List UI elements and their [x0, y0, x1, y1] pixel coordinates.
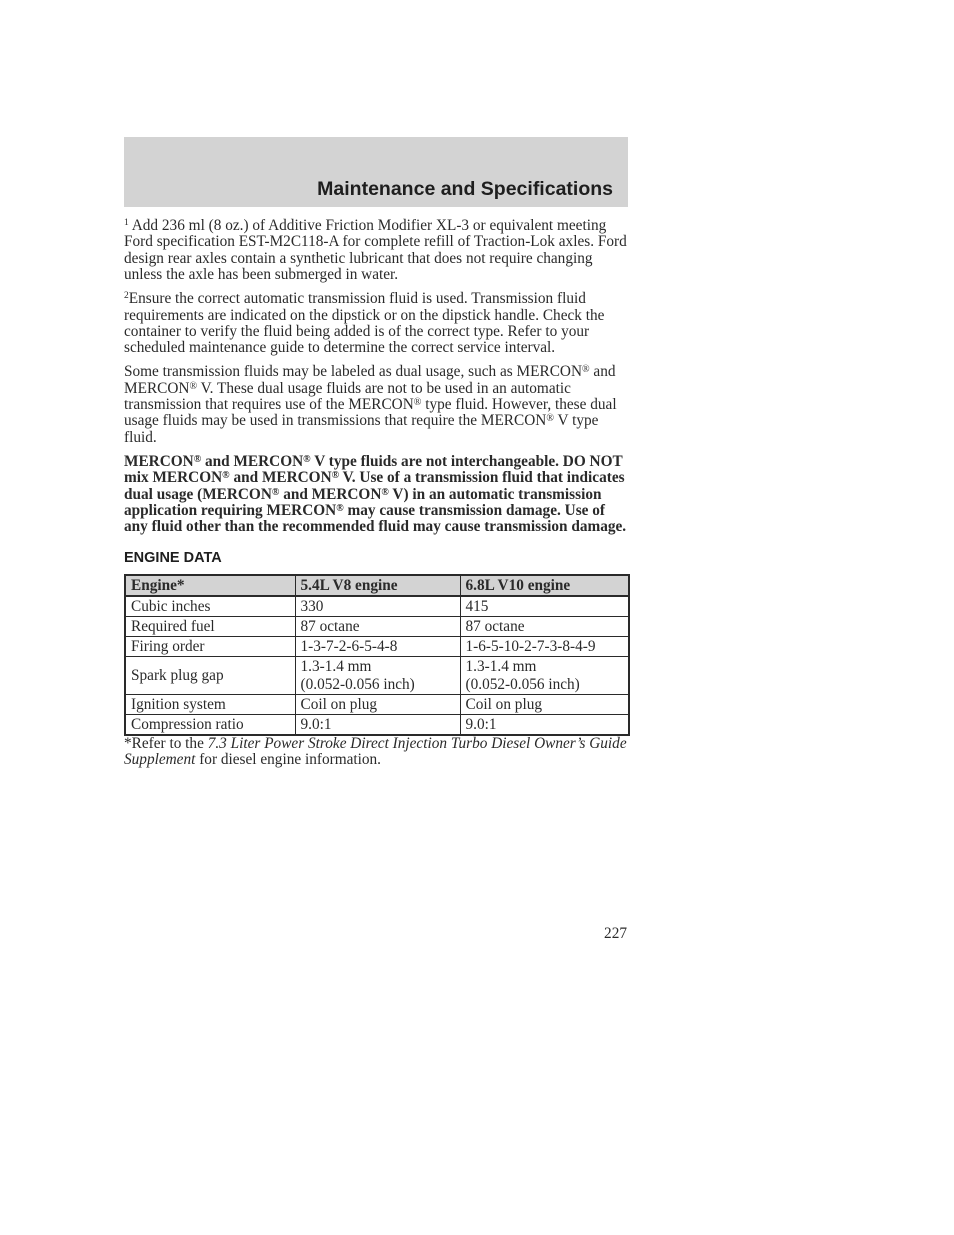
registered-mark: ® — [303, 453, 311, 465]
column-header-v10: 6.8L V10 engine — [460, 575, 629, 596]
footnote-marker-2: 2 — [124, 291, 129, 302]
registered-mark: ® — [189, 380, 198, 392]
table-row — [125, 596, 629, 617]
dual-usage-text: Some transmission fluids may be labeled as dual usage, such as MERCON — [124, 363, 582, 381]
v8-value: Coil on plug — [295, 694, 460, 714]
v10-value: Coil on plug — [460, 694, 629, 714]
v10-gap-mm: 1.3-1.4 mm — [465, 657, 537, 675]
registered-mark: ® — [331, 470, 340, 482]
fluid-warning-paragraph — [124, 454, 628, 536]
warning-text: and MERCON — [229, 469, 332, 487]
dual-usage-text: and MERCON — [124, 363, 616, 397]
diesel-footnote — [124, 736, 628, 769]
row-label: Cubic inches — [125, 596, 295, 617]
v10-value: 9.0:1 — [460, 714, 629, 735]
registered-mark: ® — [336, 503, 344, 514]
registered-mark: ® — [413, 397, 422, 409]
v10-gap-inch: (0.052-0.056 inch) — [465, 675, 580, 693]
row-label: Required fuel — [125, 616, 295, 636]
page-number: 227 — [604, 925, 627, 942]
page-content — [124, 218, 628, 776]
warning-text: and MERCON — [279, 485, 382, 503]
v8-gap-inch: (0.052-0.056 inch) — [300, 675, 415, 693]
v8-value: 330 — [295, 596, 460, 617]
column-header-v8: 5.4L V8 engine — [295, 575, 460, 596]
v8-value: 9.0:1 — [295, 714, 460, 735]
v8-value — [295, 656, 460, 694]
section-header-band — [124, 137, 628, 207]
dual-usage-text: V. These dual usage fluids are not to be used in an automatic transmission that requires use of the MERCON — [124, 379, 571, 414]
footnote-2-transmission-fluid — [124, 291, 628, 357]
table-header-row — [125, 575, 629, 596]
row-label: Firing order — [125, 636, 295, 656]
footnote-1-text: Add 236 ml (8 oz.) of Additive Friction Modifier XL-3 or equivalent meeting Ford specification EST-M2C118-A for complete refill of Traction-Lok axles. Ford design rear axles contain a synthetic lubricant that does not require changing unless the axle has been submerged in water. — [124, 217, 627, 284]
warning-text: and MERCON — [201, 452, 304, 470]
v8-value: 1-3-7-2-6-5-4-8 — [295, 636, 460, 656]
dual-usage-text: V type fluid. — [124, 412, 599, 446]
table-row — [125, 694, 629, 714]
row-label: Compression ratio — [125, 714, 295, 735]
footnote-2-text: Ensure the correct automatic transmission fluid is used. Transmission fluid requirements are indicated on the dipstick or on the dipstick handle. Check the container to verify the fluid being added is of the correct type. Refer to your scheduled maintenance guide to determine the correct service interval. — [124, 290, 605, 357]
footnote-prefix: *Refer to the — [124, 734, 208, 752]
dual-usage-text: type fluid. However, these dual usage fluids may be used in transmissions that require the MERCON — [124, 396, 617, 430]
registered-mark: ® — [193, 453, 202, 465]
footnote-suffix: for diesel engine information. — [195, 751, 382, 769]
registered-mark: ® — [271, 486, 280, 498]
v10-value: 87 octane — [460, 616, 629, 636]
page-section-title: Maintenance and Specifications — [317, 178, 613, 200]
table-row — [125, 656, 629, 694]
registered-mark: ® — [222, 470, 230, 482]
engine-data-heading: ENGINE DATA — [124, 549, 222, 566]
registered-mark: ® — [582, 364, 590, 376]
dual-usage-paragraph — [124, 364, 628, 446]
warning-text: may cause transmission damage. Use of any fluid other than the recommended fluid may cause transmission damage. — [124, 502, 627, 536]
footnote-1-axle-modifier — [124, 218, 628, 284]
engine-data-table — [124, 574, 630, 736]
registered-mark: ® — [381, 486, 389, 498]
warning-text: MERCON — [124, 452, 194, 470]
warning-text: V) in an automatic transmission application requiring MERCON — [124, 485, 602, 519]
warning-text: V. Use of a transmission fluid that indicates dual usage (MERCON — [124, 469, 625, 503]
v10-value: 415 — [460, 596, 629, 617]
table-row — [125, 636, 629, 656]
warning-text: V type fluids are not interchangeable. DO NOT mix MERCON — [124, 452, 623, 487]
footnote-marker-1: 1 — [124, 218, 129, 228]
table-row — [125, 616, 629, 636]
v8-gap-mm: 1.3-1.4 mm — [300, 657, 372, 675]
registered-mark: ® — [546, 413, 554, 425]
column-header-engine: Engine* — [125, 575, 295, 596]
table-row — [125, 714, 629, 735]
diesel-supplement-title: 7.3 Liter Power Stroke Direct Injection Turbo Diesel Owner’s Guide Supplement — [124, 734, 627, 769]
v10-value: 1-6-5-10-2-7-3-8-4-9 — [460, 636, 629, 656]
v8-value: 87 octane — [295, 616, 460, 636]
row-label: Ignition system — [125, 694, 295, 714]
v10-value — [460, 656, 629, 694]
row-label: Spark plug gap — [125, 656, 295, 694]
